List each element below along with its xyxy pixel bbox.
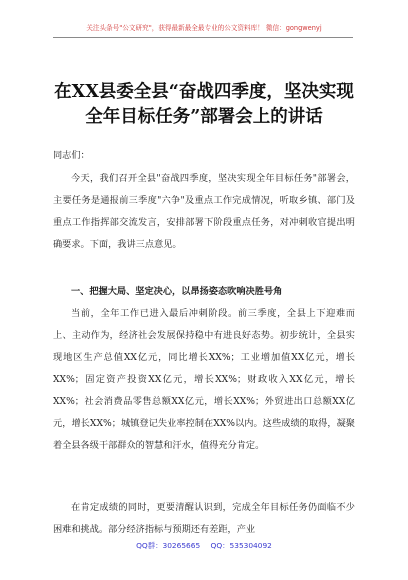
footer-contact [0, 540, 408, 551]
title-line-1: 在XX县委全县“奋战四季度，坚决实现 [54, 82, 354, 102]
title-line-2: 全年目标任务”部署会上的讲话 [85, 107, 323, 127]
paragraph-intro: 今天，我们召开全县"奋战四季度，坚决实现全年目标任务"部署会，主要任务是通报前三季度"六争"及重点工作完成情况，听取乡镇、部门及重点工作指挥部交流发言，安排部署下阶段重点任务，对冲刺收官提出明确要求。下面，我讲三点意见。 [53, 173, 355, 250]
footer-qq: QQ：535304092 [210, 541, 272, 550]
paragraph-progress: 当前，全年工作已进入最后冲刺阶段。前三季度，全县上下迎难而上、主动作为，经济社会发展保持稳中有进良好态势。初步统计，全县实现地区生产总值XX亿元，同比增长XX%；工业增加值XX亿元，增长XX%；固定资产投资XX亿元，增长XX%；财政收入XX亿元，增长XX%；社会消费品零售总额XX亿元，增长XX%；外贸进出口总额XX亿元，增长XX%；城镇登记失业率控制在XX%以内。这些成绩的取得，凝聚着全县各级干部群众的智慧和汗水，值得充分肯定。 [53, 308, 355, 451]
greeting: 同志们： [53, 150, 90, 161]
document-title [0, 80, 408, 130]
header-note: 关注头条号"公文研究"，获得最新最全最专业的公文资料库！ 微信：gongwenyj [86, 24, 322, 32]
footer-qq-group: QQ群：30265665 [136, 541, 201, 550]
paragraph-challenges: 在肯定成绩的同时，更要清醒认识到，完成全年目标任务仍面临不少困难和挑战。部分经济指标与预期还有差距，产业 [53, 502, 355, 535]
section-heading-1: 一、把握大局、坚定决心，以昂扬姿态吹响决胜号角 [71, 286, 283, 297]
header-divider [53, 37, 353, 38]
